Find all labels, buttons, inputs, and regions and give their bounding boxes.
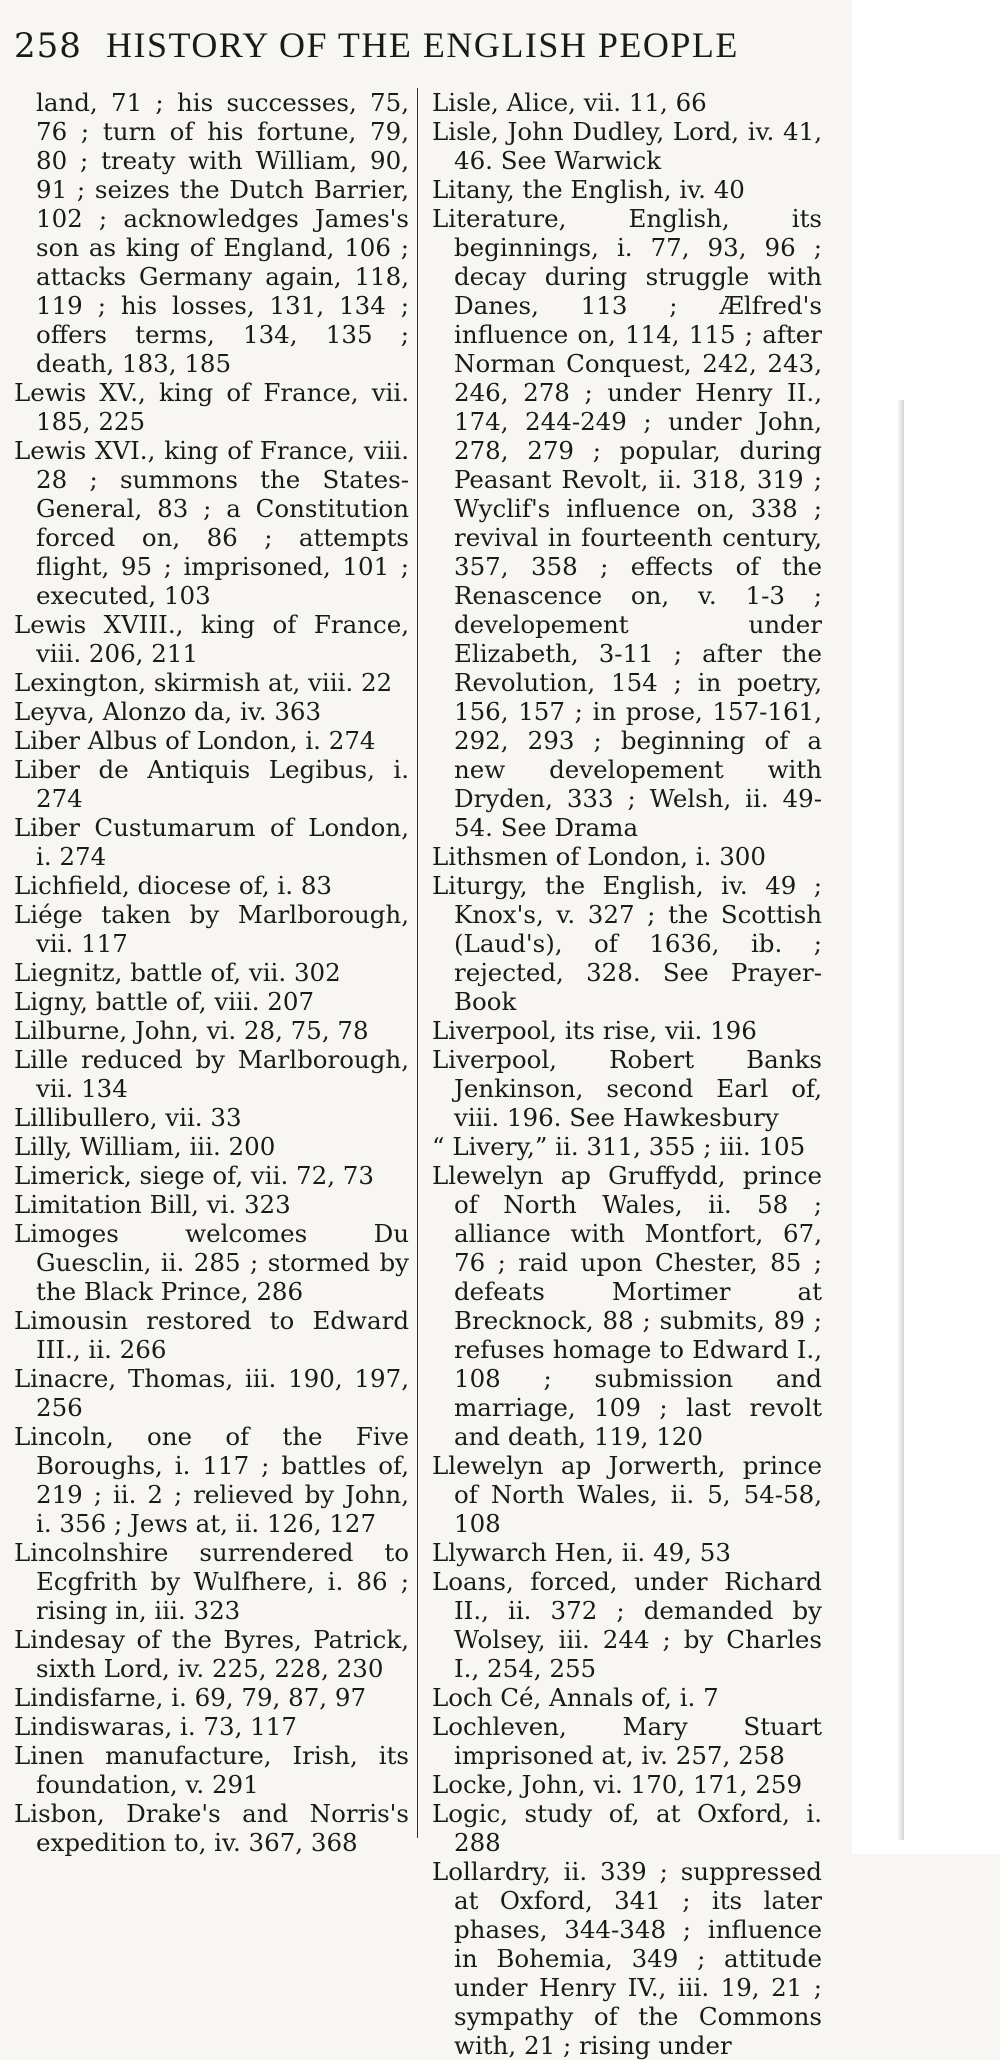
index-entry: Literature, English, its beginnings, i. 77, 93, 96 ; decay during struggle with Danes, 113 ; Ælfred's influence on, 114, 115 ; after Norman Conquest, 242, 243, 246, 278 ; under Henry II., 174, 244-249 ; under John, 278, 279 ; popular, during Peasant Revolt, ii. 318, 319 ; Wyclif's influence on, 338 ; revival in fourteenth century, 357, 358 ; effects of the Renascence on, v. 1-3 ; developement under Elizabeth, 3-11 ; after the Revolution, 154 ; in poetry, 156, 157 ; in prose, 157-161, 292, 293 ; beginning of a new developement with Dryden, 333 ; Welsh, ii. 49-54. See Drama [432,204,822,842]
index-entry: Lichfield, diocese of, i. 83 [14,871,332,900]
index-entry: Llewelyn ap Jorwerth, prince of North Wales, ii. 5, 54-58, 108 [432,1451,822,1538]
index-entry: Lexington, skirmish at, viii. 22 [14,668,393,697]
index-entry: Lille reduced by Marlborough, vii. 134 [14,1045,409,1103]
page-margin [852,0,1000,1854]
running-title: HISTORY OF THE ENGLISH PEOPLE [106,25,739,65]
index-entry: Lilly, William, iii. 200 [14,1132,276,1161]
page-number: 258 [14,26,82,66]
index-entry: Llewelyn ap Gruffydd, prince of North Wales, ii. 58 ; alliance with Montfort, 67, 76 ; raid upon Chester, 85 ; defeats Mortimer at Brecknock, 88 ; submits, 89 ; refuses homage to Edward I., 108 ; submission and marriage, 109 ; last revolt and death, 119, 120 [432,1161,822,1451]
page-edge-shadow [898,400,904,1840]
index-entry: Lilburne, John, vi. 28, 75, 78 [14,1016,369,1045]
index-entry: Lindiswaras, i. 73, 117 [14,1712,297,1741]
index-entry: Lollardry, ii. 339 ; suppressed at Oxford, 341 ; its later phases, 344-348 ; influence in Bohemia, 349 ; attitude under Henry IV., iii. 19, 21 ; sympathy of the Commons with, 21 ; rising under [432,1857,822,2060]
index-entry: Lisbon, Drake's and Norris's expedition to, iv. 367, 368 [14,1799,409,1857]
index-entry: land, 71 ; his successes, 75, 76 ; turn of his fortune, 79, 80 ; treaty with William, 90, 91 ; seizes the Dutch Barrier, 102 ; acknowledges James's son as king of England, 106 ; attacks Germany again, 118, 119 ; his losses, 131, 134 ; offers terms, 134, 135 ; death, 183, 185 [36,88,409,378]
index-entry: Lindisfarne, i. 69, 79, 87, 97 [14,1683,367,1712]
index-entry: Linacre, Thomas, iii. 190, 197, 256 [14,1364,409,1422]
index-entry: Lisle, John Dudley, Lord, iv. 41, 46. See Warwick [432,117,822,175]
index-entry: Liége taken by Marlborough, vii. 117 [14,900,409,958]
index-entry: Llywarch Hen, ii. 49, 53 [432,1538,731,1567]
page-header [14,24,834,66]
index-entry: Linen manufacture, Irish, its foundation, v. 291 [14,1741,409,1799]
index-entry: Lincoln, one of the Five Boroughs, i. 117 ; battles of, 219 ; ii. 2 ; relieved by John, i. 356 ; Jews at, ii. 126, 127 [14,1422,409,1538]
index-entry: Locke, John, vi. 170, 171, 259 [432,1770,803,1799]
index-entry: Logic, study of, at Oxford, i. 288 [432,1799,822,1857]
index-entry: Liegnitz, battle of, vii. 302 [14,958,341,987]
index-entry: Lochleven, Mary Stuart imprisoned at, iv. 257, 258 [432,1712,822,1770]
index-entry: Liber Albus of London, i. 274 [14,726,376,755]
index-entry: Limitation Bill, vi. 323 [14,1190,291,1219]
index-entry: Litany, the English, iv. 40 [432,175,745,204]
index-entry: Loans, forced, under Richard II., ii. 372 ; demanded by Wolsey, iii. 244 ; by Charles I., 254, 255 [432,1567,822,1683]
index-entry: Lithsmen of London, i. 300 [432,842,766,871]
index-entry: Limoges welcomes Du Guesclin, ii. 285 ; stormed by the Black Prince, 286 [14,1219,409,1306]
index-entry: Lisle, Alice, vii. 11, 66 [432,88,707,117]
index-entry: Lindesay of the Byres, Patrick, sixth Lord, iv. 225, 228, 230 [14,1625,409,1683]
index-entry: Liturgy, the English, iv. 49 ; Knox's, v. 327 ; the Scottish (Laud's), of 1636, ib. ; rejected, 328. See Prayer-Book [432,871,822,1016]
index-entry: “ Livery,” ii. 311, 355 ; iii. 105 [432,1132,806,1161]
index-entry: Liber de Antiquis Legibus, i. 274 [14,755,409,813]
index-entry: Lillibullero, vii. 33 [14,1103,242,1132]
index-column-left [14,88,409,1857]
index-entry: Leyva, Alonzo da, iv. 363 [14,697,322,726]
index-entry: Lincolnshire surrendered to Ecgfrith by Wulfhere, i. 86 ; rising in, iii. 323 [14,1538,409,1625]
index-entry: Liverpool, Robert Banks Jenkinson, second Earl of, viii. 196. See Hawkesbury [432,1045,822,1132]
index-entry: Lewis XVI., king of France, viii. 28 ; summons the States-General, 83 ; a Constitution forced on, 86 ; attempts flight, 95 ; imprisoned, 101 ; executed, 103 [14,436,409,610]
index-entry: Loch Cé, Annals of, i. 7 [432,1683,719,1712]
index-entry: Ligny, battle of, viii. 207 [14,987,315,1016]
index-entry: Limerick, siege of, vii. 72, 73 [14,1161,374,1190]
index-entry: Limousin restored to Edward III., ii. 266 [14,1306,409,1364]
index-entry: Lewis XV., king of France, vii. 185, 225 [14,378,409,436]
index-column-right [432,88,822,2060]
column-divider [417,88,418,1838]
index-entry: Liber Custumarum of London, i. 274 [14,813,409,871]
index-entry: Liverpool, its rise, vii. 196 [432,1016,757,1045]
index-entry: Lewis XVIII., king of France, viii. 206, 211 [14,610,409,668]
